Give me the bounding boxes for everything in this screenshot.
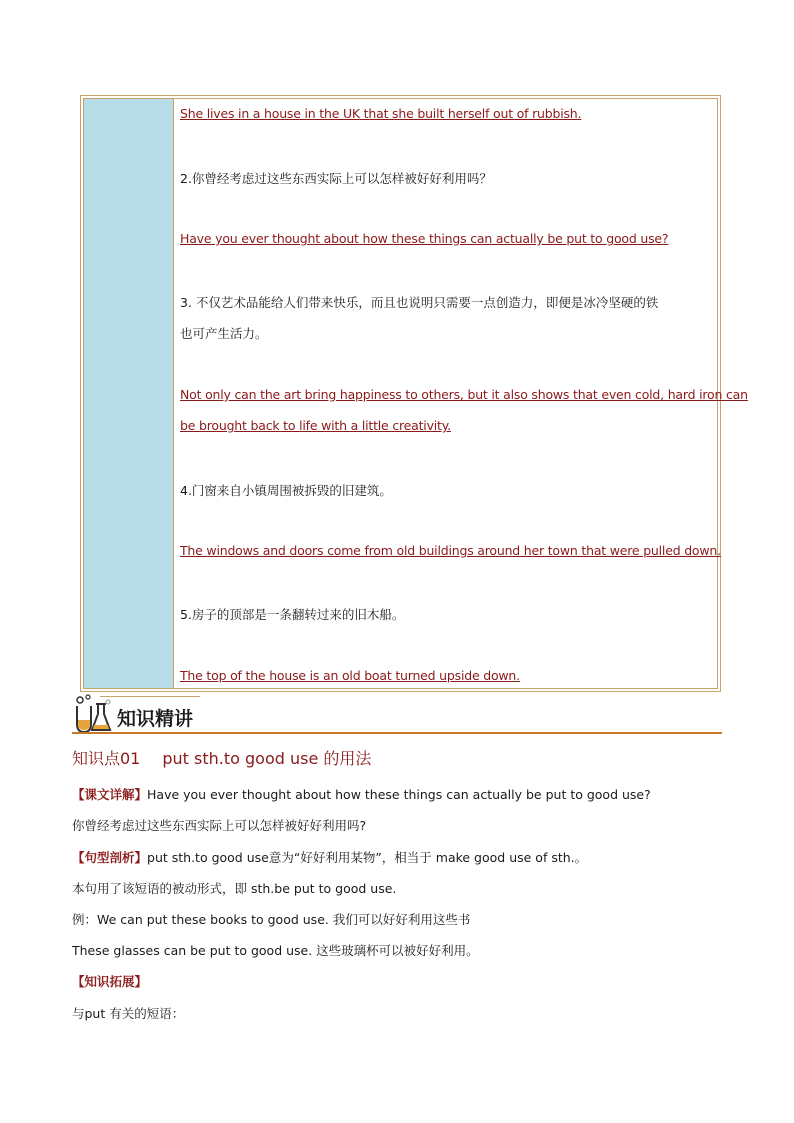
- section-header-topline: [100, 696, 200, 697]
- example-line-2: These glasses can be put to good use. 这些玻璃杯可以被好好利用。: [72, 943, 479, 958]
- table-line-en: She lives in a house in the UK that she built herself out of rubbish.: [180, 106, 582, 121]
- table-line-en: The top of the house is an old boat turned upside down.: [180, 668, 520, 683]
- text-analysis-text: Have you ever thought about how these things can actually be put to good use?: [147, 787, 651, 802]
- table-line-zh: 4.门窗来自小镇周围被拆毁的旧建筑。: [180, 483, 392, 498]
- translation-line: 你曾经考虑过这些东西实际上可以怎样被好好利用吗?: [72, 818, 367, 833]
- lab-flask-icon: [72, 694, 112, 734]
- table-line-en: Have you ever thought about how these things can actually be put to good use?: [180, 231, 669, 246]
- text-analysis-line: [72, 785, 651, 803]
- knowledge-point-number: 知识点01: [72, 749, 141, 768]
- extension-line: 与put 有关的短语：: [72, 1006, 185, 1021]
- example-line-1: 例：We can put these books to good use. 我们可以好好利用这些书: [72, 912, 471, 927]
- sentence-analysis-line: [72, 848, 587, 866]
- table-line-zh: 5.房子的顶部是一条翻转过来的旧木船。: [180, 607, 405, 622]
- extension-tag-line: [72, 972, 147, 990]
- table-line-en: Not only can the art bring happiness to others, but it also shows that even cold, hard iron can: [180, 387, 748, 402]
- table-side-column: [84, 99, 174, 688]
- section-header: [72, 694, 722, 734]
- table-line-zh: 2.你曾经考虑过这些东西实际上可以怎样被好好利用吗？: [180, 171, 492, 186]
- section-divider: [72, 732, 722, 734]
- text-analysis-tag: 【课文详解】: [72, 787, 148, 802]
- section-title: 知识精讲: [117, 708, 194, 730]
- table-line-en: The windows and doors come from old buildings around her town that were pulled down.: [180, 543, 721, 558]
- passive-note-line: 本句用了该短语的被动形式，即 sth.be put to good use.: [72, 881, 397, 896]
- table-line-en: be brought back to life with a little creativity.: [180, 418, 451, 433]
- extension-tag: 【知识拓展】: [72, 974, 148, 989]
- knowledge-point-heading: [72, 746, 371, 769]
- sentence-analysis-tag: 【句型剖析】: [72, 850, 148, 865]
- table-line-zh: 也可产生活力。: [180, 326, 268, 341]
- table-line-zh: 3. 不仅艺术品能给人们带来快乐，而且也说明只需要一点创造力，即便是冰冷坚硬的铁: [180, 295, 659, 310]
- sentence-analysis-text: put sth.to good use意为“好好利用某物”，相当于 make good use of sth.。: [147, 850, 588, 865]
- knowledge-point-phrase: put sth.to good use 的用法: [162, 749, 372, 768]
